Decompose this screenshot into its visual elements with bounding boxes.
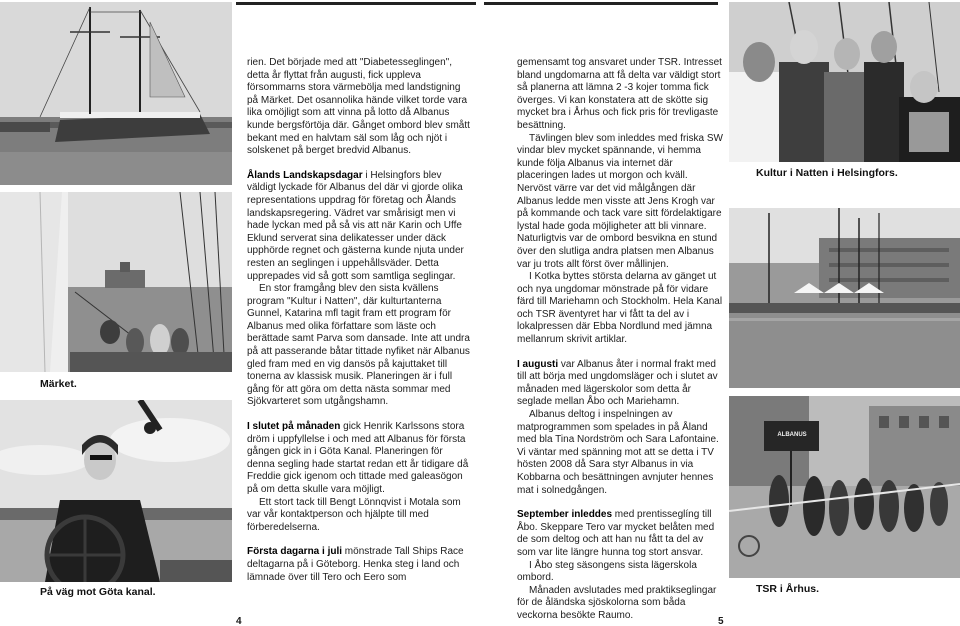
lead-in: September inleddes bbox=[517, 509, 613, 521]
lead-in: Ålands Landskapsdagar bbox=[247, 169, 363, 181]
paragraph: Albanus deltog i inspelningen av matprogrammen som spelades in på Åland med bla Tina Nordström och Sara Lafontaine. Vi väntar med spänning mot att se detta i TV hösten 2008 då Sara styr Albanus in via Kobbarna och besättningen avnjuter hennes mat i solnedgången. bbox=[517, 409, 719, 496]
paragraph: Månaden avslutades med praktikseglingar för de åländska sjöskolorna som båda veckorna besökte Raumo. bbox=[517, 584, 717, 621]
paragraph: I augusti var Albanus åter i normal frakt med till att börja med ungdomsläger och i slutet av månaden med lägerskolor som detta år seglade mellan Åbo och Mariehamn. bbox=[517, 358, 718, 408]
top-rule bbox=[236, 2, 476, 5]
paragraph: Ett stort tack till Bengt Lönnqvist i Motala som var vår kontaktperson och hjälpte till med förberedelserna. bbox=[247, 496, 461, 533]
paragraph: I Åbo steg säsongens sista lägerskola ombord. bbox=[517, 559, 697, 584]
paragraph: I Kotka byttes största delarna av gänget ut och nya ungdomar mönstrade på för vidare färd till Mariehamn och Stockholm. Hela Kanal och TSR äventyret har vi fått ta del av i lokalpressen där Ebba Nordlund med jämna mellanrum skrivit artiklar. bbox=[517, 271, 723, 346]
left-text-column bbox=[247, 57, 471, 584]
photo-kultur-group bbox=[729, 2, 960, 162]
page-number: 4 bbox=[236, 616, 242, 626]
paragraph: September inleddes med prentisseglíng till Åbo. Skeppare Tero var mycket belåten med de som deltog och att han nu fått ta del av som var lite längre hunna tog stort ansvar. bbox=[517, 509, 715, 558]
paragraph: I slutet på månaden gick Henrik Karlssons stora dröm i uppfyllelse i och med att Albanus för första gången gick in i Göta Kanal. Planeringen för denna segling hade startat redan ett år tidigare då Freddie gick igenom och tittade med galeasögon på om detta skulle vara möjligt. bbox=[247, 421, 469, 495]
paragraph: rien. Det började med att "Diabetesseglingen", detta år flyttat från augusti, fick uppleva försommarns stora värmebölja med landstigning på Märket. Det osannolika hände vilket torde vara lika omöjligt som att vinna på lotto då Albanus kunde bergsförtöja där. Gånget ombord blev smått bekant med en halvtam säl som låg och njöt i solskenet på berget bredvid Albanus. bbox=[247, 57, 470, 157]
albanus-sign: ALBANUS bbox=[777, 432, 807, 438]
photo-market-deck bbox=[0, 192, 232, 372]
photo-ship-harbor bbox=[0, 2, 232, 185]
caption-kultur: Kultur i Natten i Helsingfors. bbox=[756, 167, 898, 179]
paragraph: Första dagarna i juli mönstrade Tall Ships Race deltagarna på i Göteborg. Henka steg i land och lämnade över till Tero och Eero som bbox=[247, 546, 464, 583]
paragraph: En stor framgång blev den sista kvällens program "Kultur i Natten", där kulturtanterna Gunnel, Katarina mfl tagit fram ett program för Albanus med olika författare som läste och berättade samt Parva som dansade. Inte att undra på att passerande båtar tittade nyfiket när Albanus gled fram med en vig dansös på kajuttaket till tonerna av klassisk musik. Planeringen är i full gång för att göra om detta nästa sommar med Sjökvarteret som utgångshamn. bbox=[247, 283, 470, 408]
photo-harbor-city bbox=[729, 208, 960, 388]
right-text-column bbox=[517, 57, 723, 623]
paragraph: Tävlingen blev som inleddes med friska SW vindar blev mycket spännande, vi hemma kunde följa Albanus via internet där placeringen lades ut morgon och kväll. Nervöst värre var det vid målgången där Albanus ledde men visste att Jens Krogh var på kommande och tack vare sitt fördelaktigare lystal hade goda möjligheter att bli vinnare. Naturligtvis var de ombord besvikna en stund över den slutliga andra platsen men Albanus var ju trots allt först över mållinjen. bbox=[517, 132, 723, 270]
lead-in: I slutet på månaden bbox=[247, 421, 341, 433]
photo-girl-at-helm bbox=[0, 400, 232, 582]
right-page bbox=[480, 0, 960, 626]
caption-gota-kanal: På väg mot Göta kanal. bbox=[40, 586, 156, 598]
paragraph: gemensamt tog ansvaret under TSR. Intresset bland ungdomarna att få delta var väldigt stort så planerna att lämna 2 -3 kojer tomma fick överges. Vi kan konstatera att de skötte sig mycket bra i Århus och fick pris för trevligaste besättning. bbox=[517, 57, 722, 131]
lead-in: I augusti bbox=[517, 358, 559, 370]
photo-tsr-parade bbox=[729, 396, 960, 578]
lead-in: Första dagarna i juli bbox=[247, 546, 343, 558]
top-rule bbox=[484, 2, 718, 5]
caption-market: Märket. bbox=[40, 378, 77, 390]
caption-tsr: TSR i Århus. bbox=[756, 583, 820, 595]
paragraph: Ålands Landskapsdagar i Helsingfors blev väldigt lyckade för Albanus del där vi gjorde olika representations uppdrag för företag och Ålands landskapsregering. Vädret var smårisigt men vi hade lyckan med på så vis att när Karin och Uffe Eklund serverat sina delikatesser under däck upphörde regnet och gästerna kunde njuta under resten an seglingen i uppehållsväder. Detta upprepades vid så gott som samtliga seglingar. bbox=[247, 169, 464, 282]
page-number: 5 bbox=[718, 616, 724, 626]
